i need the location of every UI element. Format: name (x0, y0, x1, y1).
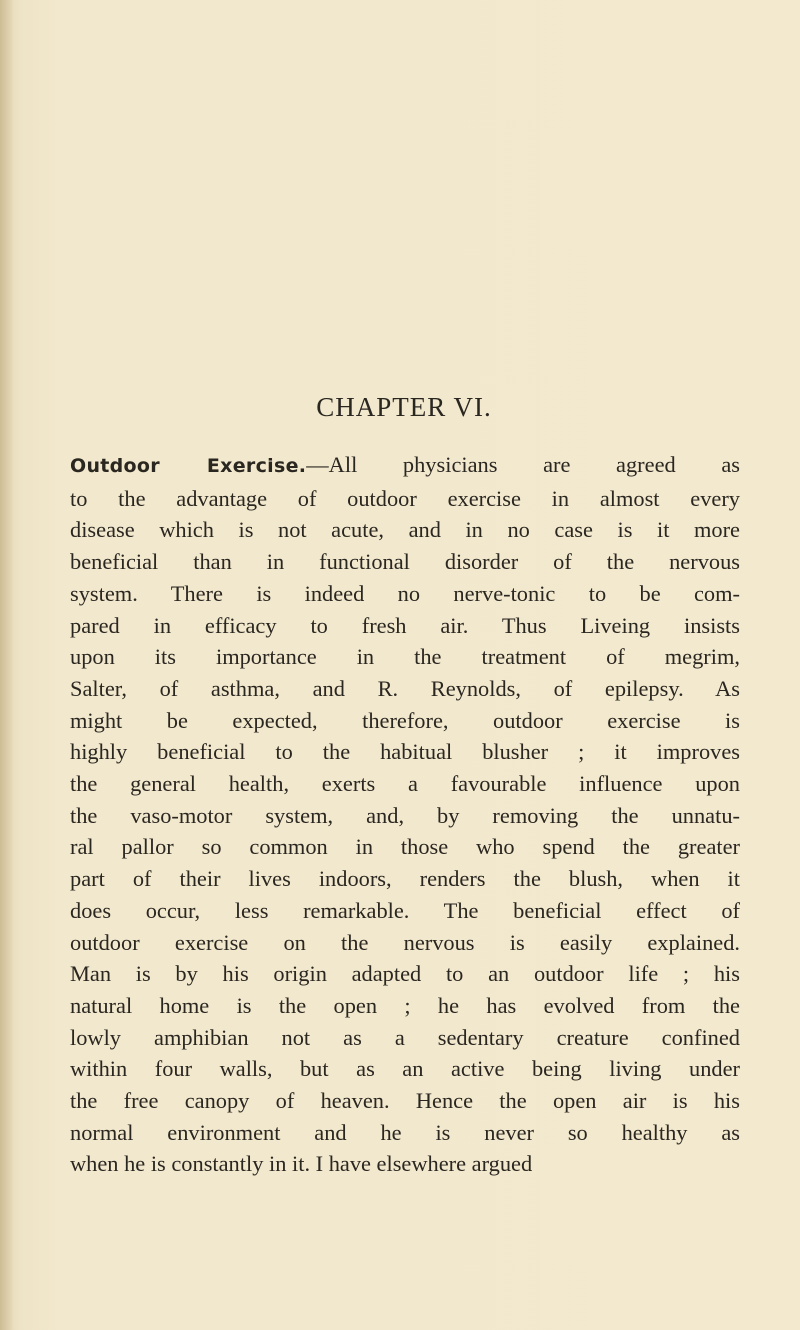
chapter-paragraph (70, 449, 740, 1180)
text-line: normal environment and he is never so healthy as (70, 1119, 740, 1145)
text-line: when he is constantly in it. I have elsewhere argued (70, 1151, 533, 1177)
text-line: the free canopy of heaven. Hence the open air is his (70, 1088, 740, 1114)
text-line: upon its importance in the treatment of megrim, (70, 644, 740, 670)
text-line-content: —All physicians are agreed as (306, 452, 740, 477)
text-line: the vaso-motor system, and, by removing the unnatu- (70, 802, 740, 828)
text-line: Salter, of asthma, and R. Reynolds, of epilepsy. As (70, 675, 740, 701)
text-line: system. There is indeed no nerve-tonic to be com- (70, 580, 740, 606)
text-line: pared in efficacy to fresh air. Thus Liveing insists (70, 612, 740, 638)
chapter-heading: CHAPTER VI. (316, 392, 492, 422)
text-line: lowly amphibian not as a sedentary creature confined (70, 1024, 740, 1050)
text-line (70, 449, 740, 483)
text-line: natural home is the open ; he has evolved from the (70, 992, 740, 1018)
text-line: might be expected, therefore, outdoor exercise is (70, 707, 740, 733)
text-line: part of their lives indoors, renders the blush, when it (70, 866, 740, 892)
text-line: the general health, exerts a favourable influence upon (70, 771, 740, 797)
text-line: ral pallor so common in those who spend the greater (70, 834, 740, 860)
text-line: beneficial than in functional disorder of the nervous (70, 549, 740, 575)
text-line: outdoor exercise on the nervous is easily explained. (70, 929, 740, 955)
page-binding-edge (0, 0, 14, 1330)
paragraph-sidehead: Outdoor Exercise. (70, 455, 307, 477)
text-line: within four walls, but as an active being living under (70, 1056, 740, 1082)
text-line: Man is by his origin adapted to an outdoor life ; his (70, 961, 740, 987)
text-line: to the advantage of outdoor exercise in almost every (70, 485, 740, 511)
text-line: highly beneficial to the habitual blusher ; it improves (70, 739, 740, 765)
text-line: does occur, less remarkable. The beneficial effect of (70, 897, 740, 923)
text-line: disease which is not acute, and in no case is it more (70, 517, 740, 543)
